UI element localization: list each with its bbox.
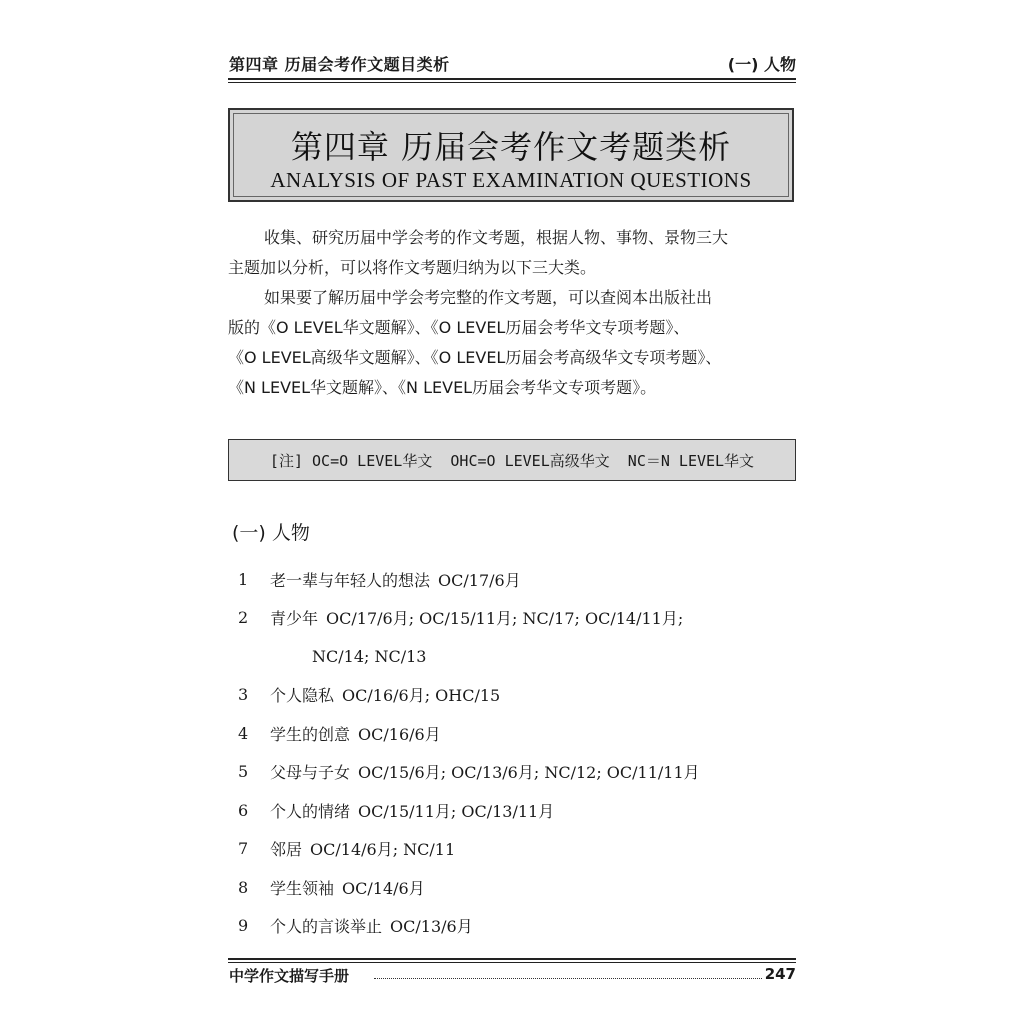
footer-rule <box>228 958 796 960</box>
page-number: 247 <box>764 965 796 983</box>
intro-p1-line1: 收集、研究历届中学会考的作文考题，根据人物、事物、景物三大 <box>264 228 729 247</box>
item-refs: OC/15/11月; OC/13/11月 <box>358 801 555 821</box>
list-item-continuation <box>238 637 798 676</box>
intro-p2-line3: 《O LEVEL高级华文题解》、《O LEVEL历届会考高级华文专项考题》、 <box>228 348 722 367</box>
item-refs: OC/14/6月; NC/11 <box>310 840 456 860</box>
list-item <box>238 907 798 946</box>
item-refs: OC/14/6月 <box>342 878 425 898</box>
item-number: 2 <box>238 608 249 628</box>
list-item <box>238 714 798 753</box>
item-refs: OC/15/6月; OC/13/6月; NC/12; OC/11/11月 <box>358 763 700 783</box>
item-number: 1 <box>238 569 249 589</box>
list-item <box>238 676 798 715</box>
header-rule <box>228 78 796 80</box>
item-title: 个人隐私 <box>270 686 335 706</box>
list-item <box>238 599 798 638</box>
item-number: 5 <box>238 762 249 782</box>
section-heading: (一) 人物 <box>232 522 310 544</box>
abbreviation-note: [注] OC=O LEVEL华文 OHC=O LEVEL高级华文 NC＝N LEVEL华文 <box>228 439 796 481</box>
item-number: 9 <box>238 916 249 936</box>
item-title: 邻居 <box>270 840 303 860</box>
chapter-title-english: ANALYSIS OF PAST EXAMINATION QUESTIONS <box>270 168 752 192</box>
item-number: 7 <box>238 839 249 859</box>
item-refs: OC/13/6月 <box>390 917 473 937</box>
item-title: 老一辈与年轻人的想法 <box>270 570 431 590</box>
item-refs: OC/17/6月; OC/15/11月; NC/17; OC/14/11月; <box>326 609 684 629</box>
item-title: 青少年 <box>270 609 319 629</box>
intro-p2-line4: 《N LEVEL华文题解》、《N LEVEL历届会考华文专项考题》。 <box>228 378 657 397</box>
item-number: 4 <box>238 723 249 743</box>
item-number: 3 <box>238 685 249 705</box>
item-title: 学生领袖 <box>270 878 335 898</box>
intro-p2-line1: 如果要了解历届中学会考完整的作文考题，可以查阅本出版社出 <box>264 288 713 307</box>
item-title: 个人的情绪 <box>270 801 351 821</box>
header-rule-thin <box>228 82 796 83</box>
item-refs: NC/14; NC/13 <box>312 646 427 666</box>
list-item <box>238 830 798 869</box>
intro-p2-line2: 版的《O LEVEL华文题解》、《O LEVEL历届会考华文专项考题》、 <box>228 318 690 337</box>
item-number: 8 <box>238 877 249 897</box>
item-refs: OC/17/6月 <box>438 570 521 590</box>
item-title: 学生的创意 <box>270 724 351 744</box>
footer-rule-thin <box>228 962 796 963</box>
footer-dot-leader <box>374 978 762 979</box>
intro-p1-line2: 主题加以分析，可以将作文考题归纳为以下三大类。 <box>228 258 597 277</box>
list-item <box>238 868 798 907</box>
intro-paragraph-2 <box>228 283 800 403</box>
item-title: 个人的言谈举止 <box>270 917 383 937</box>
list-item <box>238 791 798 830</box>
list-item <box>238 753 798 792</box>
chapter-title-chinese: 第四章 历届会考作文考题类析 <box>290 128 732 166</box>
running-header-chapter: 第四章 历届会考作文题目类析 <box>229 55 450 74</box>
topic-list <box>238 560 798 945</box>
list-item <box>238 560 798 599</box>
running-header-section: (一) 人物 <box>727 55 796 74</box>
item-number: 6 <box>238 800 249 820</box>
item-title: 父母与子女 <box>270 763 351 783</box>
item-refs: OC/16/6月 <box>358 724 441 744</box>
intro-paragraph-1 <box>228 223 800 283</box>
chapter-title-box <box>228 108 794 202</box>
item-refs: OC/16/6月; OHC/15 <box>342 686 501 706</box>
footer-book-title: 中学作文描写手册 <box>229 967 350 985</box>
